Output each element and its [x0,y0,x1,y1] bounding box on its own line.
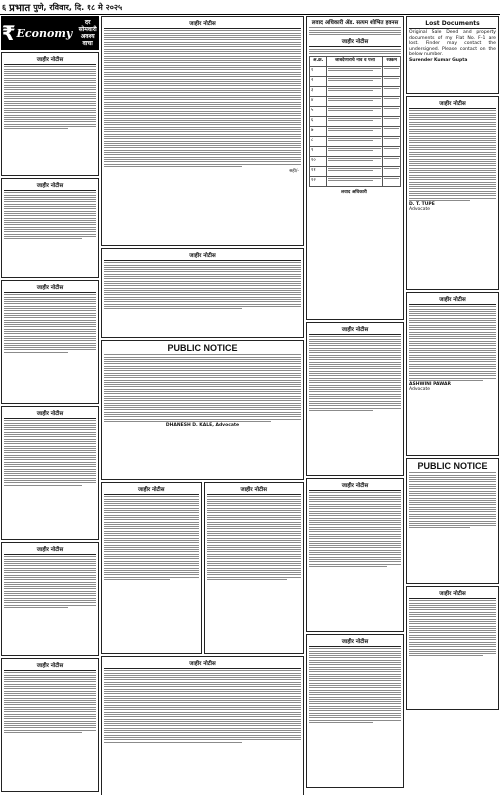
row-number: ३ [310,86,327,96]
notice-body [104,496,199,580]
notice-body [4,556,96,608]
notice-block [101,656,304,795]
notice-title: जाहीर नोटीस [4,180,96,191]
economy-word: Economy [16,26,73,40]
table-header-row [310,56,401,66]
row-number: १२ [310,176,327,186]
table-header-cell: रक्कम [383,56,401,66]
row-number: ११ [310,166,327,176]
notice-block [306,478,404,632]
notice-body [409,306,496,381]
table-header-cell: जाबदेणाराचे नाव व पत्ता [327,56,383,66]
notice-body [409,110,496,201]
economy-tagline-line-2: अवश्य वाचा [80,33,95,47]
notice-block [1,52,99,176]
public-notice-body [104,354,301,422]
column-4 [406,16,499,795]
lost-documents-body: Original Sale Deed and property documents of my Flat No. F-1 are lost. Finder may contact the undersigned. Please contact on the below number. [409,30,496,58]
notice-block [101,16,304,246]
lost-documents-notice [406,16,499,94]
notice-body [4,672,96,733]
lost-documents-signature: Surender Kumar Gupta [409,57,468,63]
notice-body [4,192,96,239]
notice-title: जाहीर नोटीस [4,282,96,293]
economy-tagline-line-1: दर सोमवारी [78,19,97,33]
page-number: ६ [2,2,7,12]
notice-signature: सही/- [289,169,299,175]
table-row [310,76,401,86]
notice-block [204,482,305,654]
notice-body [309,336,401,411]
notice-title: जाहीर नोटीस [409,588,496,599]
table-row [310,166,401,176]
column-1 [1,16,99,795]
table-row [310,86,401,96]
notice-block [1,178,99,278]
row-number: ६ [310,116,327,126]
notice-body [104,670,301,742]
table-row [310,66,401,76]
notice-title: जाहीर नोटीस [104,18,301,29]
row-number: ७ [310,126,327,136]
notice-title: जाहीर नोटीस [4,660,96,671]
notice-title: जाहीर नोटीस [4,408,96,419]
notice-body [4,420,96,485]
row-number: २ [310,76,327,86]
society-title: लवाद अधिकारी ॲड. सत्यम शोभित हवनस [311,20,399,26]
notice-title: जाहीर नोटीस [309,480,401,491]
notice-block [406,586,499,710]
notice-body [409,600,496,656]
lower-notices-row [101,482,304,656]
notice-title: जाहीर नोटीस [207,484,302,495]
public-notice-title: PUBLIC NOTICE [417,461,488,471]
public-notice-block [406,458,499,584]
table-row [310,106,401,116]
lost-documents-title: Lost Documents [409,19,496,29]
notice-body [4,294,96,352]
column-3 [306,16,404,795]
notice-block [1,658,99,792]
society-notice [306,16,404,320]
notice-block [406,292,499,456]
table-row [310,116,401,126]
notice-title: जाहीर नोटीस [4,544,96,555]
newspaper-logo: प्रभात [9,3,31,14]
row-number: ५ [310,106,327,116]
table-header-cell: अ.क्र. [310,56,327,66]
public-notice-title: PUBLIC NOTICE [167,343,238,353]
notice-body [4,66,96,186]
society-notice-title: जाहीर नोटीस [309,36,401,47]
notice-body [104,262,301,309]
notice-title: जाहीर नोटीस [309,636,401,647]
masthead [0,0,500,15]
table-row [310,156,401,166]
row-number: ८ [310,136,327,146]
notice-title: जाहीर नोटीस [409,294,496,305]
notice-title: जाहीर नोटीस [409,98,496,109]
rupee-icon: ₹ [1,21,16,45]
public-notice-block [101,340,304,480]
notice-title: जाहीर नोटीस [104,250,301,261]
ashwini-name: ASHWINI PAWAR [409,382,452,388]
notice-block [101,482,202,654]
tuppe-role: Advocate [409,207,431,213]
notice-title: जाहीर नोटीस [309,324,401,335]
table-row [310,96,401,106]
column-2 [101,16,304,795]
notice-block [406,96,499,290]
notice-block [1,406,99,540]
table-row [310,176,401,186]
table-row [310,146,401,156]
row-number: १ [310,66,327,76]
lavad-signature: लवाद अधिकारी [341,189,367,195]
notice-body [309,492,401,567]
notice-block [101,248,304,338]
row-number: ४ [310,96,327,106]
notice-title: जाहीर नोटीस [4,54,96,65]
row-number: १० [310,156,327,166]
public-notice-body [409,472,496,528]
notice-block [1,280,99,404]
economy-banner [1,16,99,50]
notice-title: जाहीर नोटीस [104,658,301,669]
ashwini-role: Advocate [409,387,431,393]
notice-block [1,542,99,656]
tuppe-name: D. T. TUPE [409,202,435,208]
economy-tagline [76,19,99,47]
defaulters-table [309,56,401,187]
row-number: ९ [310,146,327,156]
table-row [310,126,401,136]
notice-block [306,322,404,476]
notice-body [104,30,301,167]
table-row [310,136,401,146]
notice-title: जाहीर नोटीस [104,484,199,495]
notice-body [207,496,302,580]
notice-body [309,648,401,723]
public-notice-advocate: DHANESH D. KALE, Advocate [165,423,240,429]
edition-date: पुणे, रविवार, दि. १८ मे २०२५ [33,2,123,12]
notice-block [306,634,404,788]
